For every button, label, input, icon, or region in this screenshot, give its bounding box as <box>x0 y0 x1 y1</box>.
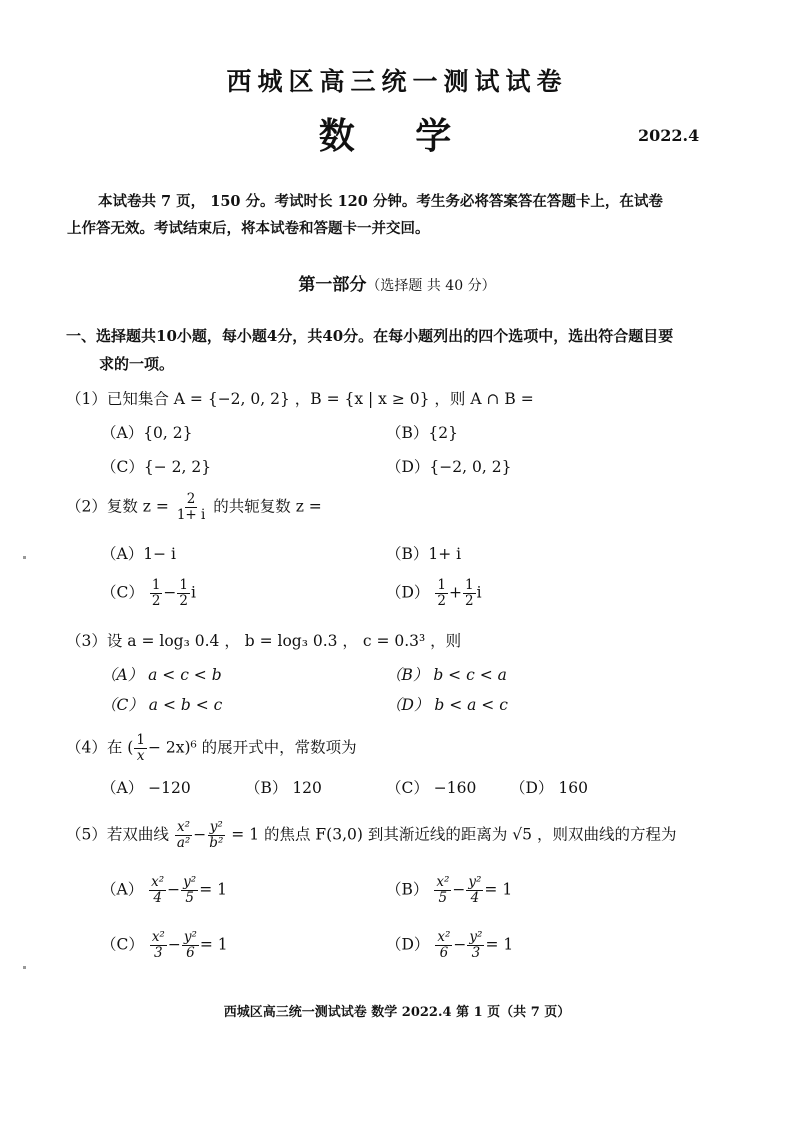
fraction-denominator: 3 <box>471 944 481 961</box>
option-label: （A） <box>101 880 144 899</box>
fraction-numerator: y² <box>183 874 197 890</box>
fraction <box>150 578 163 609</box>
question-number: （5） <box>66 825 107 844</box>
option-value: 1− i <box>143 545 176 563</box>
fraction-denominator: 2 <box>464 592 474 609</box>
subject-title: 数 学 <box>318 115 476 157</box>
operator: − <box>193 825 207 844</box>
imaginary-unit: i <box>476 583 482 602</box>
equation-tail: = 1 <box>484 880 513 899</box>
section-note: （选择题 共 40 分） <box>366 278 496 294</box>
question-number: （4） <box>66 738 107 757</box>
option-label: （C） <box>101 935 144 954</box>
option-label: （B） <box>386 545 429 563</box>
option-label: （D） <box>386 935 430 954</box>
fraction-denominator: 6 <box>439 944 449 961</box>
equation-tail: = 1 <box>199 935 228 954</box>
scan-mark <box>23 966 26 969</box>
question-text: 复数 z = <box>106 497 169 516</box>
fraction-numerator: y² <box>469 929 483 945</box>
exam-date: 2022.4 <box>638 126 700 145</box>
fraction-denominator: 5 <box>185 889 194 906</box>
question-text-tail: − 2x)⁶ 的展开式中，常数项为 <box>147 738 357 757</box>
question-text: 设 a = log₃ 0.4 ， b = log₃ 0.3 ， c = 0.3³ ，则 <box>106 632 462 650</box>
question-4-stem <box>66 733 357 764</box>
fraction <box>175 820 192 851</box>
fraction <box>134 733 147 764</box>
page-footer: 西城区高三统一测试试卷 数学 2022.4 第 1 页（共 7 页） <box>223 1005 571 1020</box>
question-1-stem <box>66 387 534 409</box>
scan-mark <box>23 556 26 559</box>
fraction-numerator: y² <box>209 819 223 835</box>
question-3-option-c: （C） a < b < c <box>101 696 223 714</box>
fraction-numerator: x² <box>437 929 451 945</box>
instructions-line-1: 本试卷共 7 页， 150 分。考试时长 120 分钟。考生务必将答案答在答题卡上，在试卷 <box>98 193 663 210</box>
question-number: （1） <box>66 390 107 408</box>
question-text-tail: = 1 的焦点 F(3,0) 到其渐近线的距离为 √5 ，则双曲线的方程为 <box>231 825 677 844</box>
option-label: （B） <box>386 880 429 899</box>
question-3-option-b: （B） b < c < a <box>386 666 507 684</box>
question-4-option-a: （A） −120 <box>101 779 191 797</box>
question-text-tail: 的共轭复数 z = <box>213 497 322 516</box>
question-number: （2） <box>66 497 107 516</box>
operator: − <box>452 880 466 899</box>
fraction-denominator: 4 <box>153 889 162 906</box>
fraction-denominator: 6 <box>186 944 195 961</box>
fraction <box>435 930 452 961</box>
fraction <box>175 492 208 523</box>
question-text: 已知集合 A = {−2, 0, 2} ，B = {x | x ≥ 0} ，则 A ∩ B = <box>106 390 534 408</box>
fraction <box>463 578 476 609</box>
instructions-line-2: 上作答无效。考试结束后，将本试卷和答题卡一并交回。 <box>67 220 430 237</box>
fraction-denominator: x <box>136 747 145 764</box>
section-heading <box>0 270 794 295</box>
question-2-option-c <box>101 578 196 609</box>
fraction-denominator: 1+ i <box>176 506 206 523</box>
question-2-stem <box>66 492 322 523</box>
question-3-stem <box>66 629 461 651</box>
fraction-denominator: b² <box>209 834 224 851</box>
fraction-numerator: 2 <box>186 491 196 507</box>
part-one-instructions-line-1: 一、选择题共10小题，每小题4分，共40分。在每小题列出的四个选项中，选出符合题目要 <box>66 327 674 345</box>
fraction-denominator: 3 <box>154 944 163 961</box>
fraction-denominator: 2 <box>437 592 446 609</box>
fraction-denominator: 2 <box>151 592 161 609</box>
part-one-instructions-line-2: 求的一项。 <box>99 355 175 373</box>
question-4-option-d: （D） 160 <box>510 779 588 797</box>
fraction-denominator: 5 <box>438 889 448 906</box>
fraction <box>177 578 190 609</box>
question-1-option-b: （B）{2} <box>386 424 458 442</box>
fraction <box>207 820 225 851</box>
equation-tail: = 1 <box>485 935 514 954</box>
option-label: （D） <box>386 583 430 602</box>
question-number: （3） <box>66 632 107 650</box>
operator: − <box>453 935 467 954</box>
section-title: 第一部分 <box>298 275 367 295</box>
question-1-option-c: （C）{− 2, 2} <box>101 458 212 476</box>
fraction-numerator: x² <box>436 874 450 890</box>
question-2-option-a <box>101 542 176 564</box>
option-value: 1+ i <box>428 545 462 563</box>
fraction-numerator: y² <box>183 929 197 945</box>
question-4-option-b: （B） 120 <box>245 779 322 797</box>
fraction <box>435 578 448 609</box>
question-4-option-c: （C） −160 <box>386 779 477 797</box>
operator: − <box>167 880 181 899</box>
operator: + <box>448 583 462 602</box>
question-2-option-d <box>386 578 482 609</box>
fraction-denominator: 4 <box>470 889 480 906</box>
fraction <box>434 875 451 906</box>
fraction-numerator: 1 <box>437 577 446 593</box>
fraction-numerator: 1 <box>151 577 161 593</box>
question-5-option-b <box>386 875 512 906</box>
fraction-numerator: 1 <box>179 577 188 593</box>
fraction-denominator: 2 <box>179 592 188 609</box>
option-label: （C） <box>101 583 144 602</box>
fraction-numerator: x² <box>177 819 191 835</box>
option-label: （A） <box>101 545 144 563</box>
fraction <box>467 930 484 961</box>
question-5-stem <box>66 820 676 851</box>
fraction-denominator: a² <box>176 834 191 851</box>
imaginary-unit: i <box>191 583 196 602</box>
fraction <box>149 875 166 906</box>
question-1-option-a: （A）{0, 2} <box>101 424 193 442</box>
fraction <box>466 875 483 906</box>
question-5-option-d <box>386 930 513 961</box>
fraction-numerator: 1 <box>136 732 145 748</box>
question-1-option-d: （D）{−2, 0, 2} <box>386 458 512 476</box>
fraction-numerator: 1 <box>464 577 474 593</box>
exam-title: 西城区高三统一测试试卷 <box>226 67 568 96</box>
question-2-option-b <box>386 542 461 564</box>
fraction <box>181 875 198 906</box>
operator: − <box>167 935 181 954</box>
fraction-numerator: x² <box>151 874 165 890</box>
question-5-option-c <box>101 930 228 961</box>
fraction-numerator: y² <box>468 874 482 890</box>
question-3-option-a: （A） a < c < b <box>101 666 222 684</box>
fraction-numerator: x² <box>151 929 165 945</box>
fraction <box>182 930 199 961</box>
fraction <box>150 930 167 961</box>
question-text: 在 ( <box>106 738 134 757</box>
question-3-option-d: （D） b < a < c <box>386 696 508 714</box>
question-text: 若双曲线 <box>106 825 169 844</box>
question-5-option-a <box>101 875 227 906</box>
operator: − <box>163 583 177 602</box>
equation-tail: = 1 <box>199 880 227 899</box>
